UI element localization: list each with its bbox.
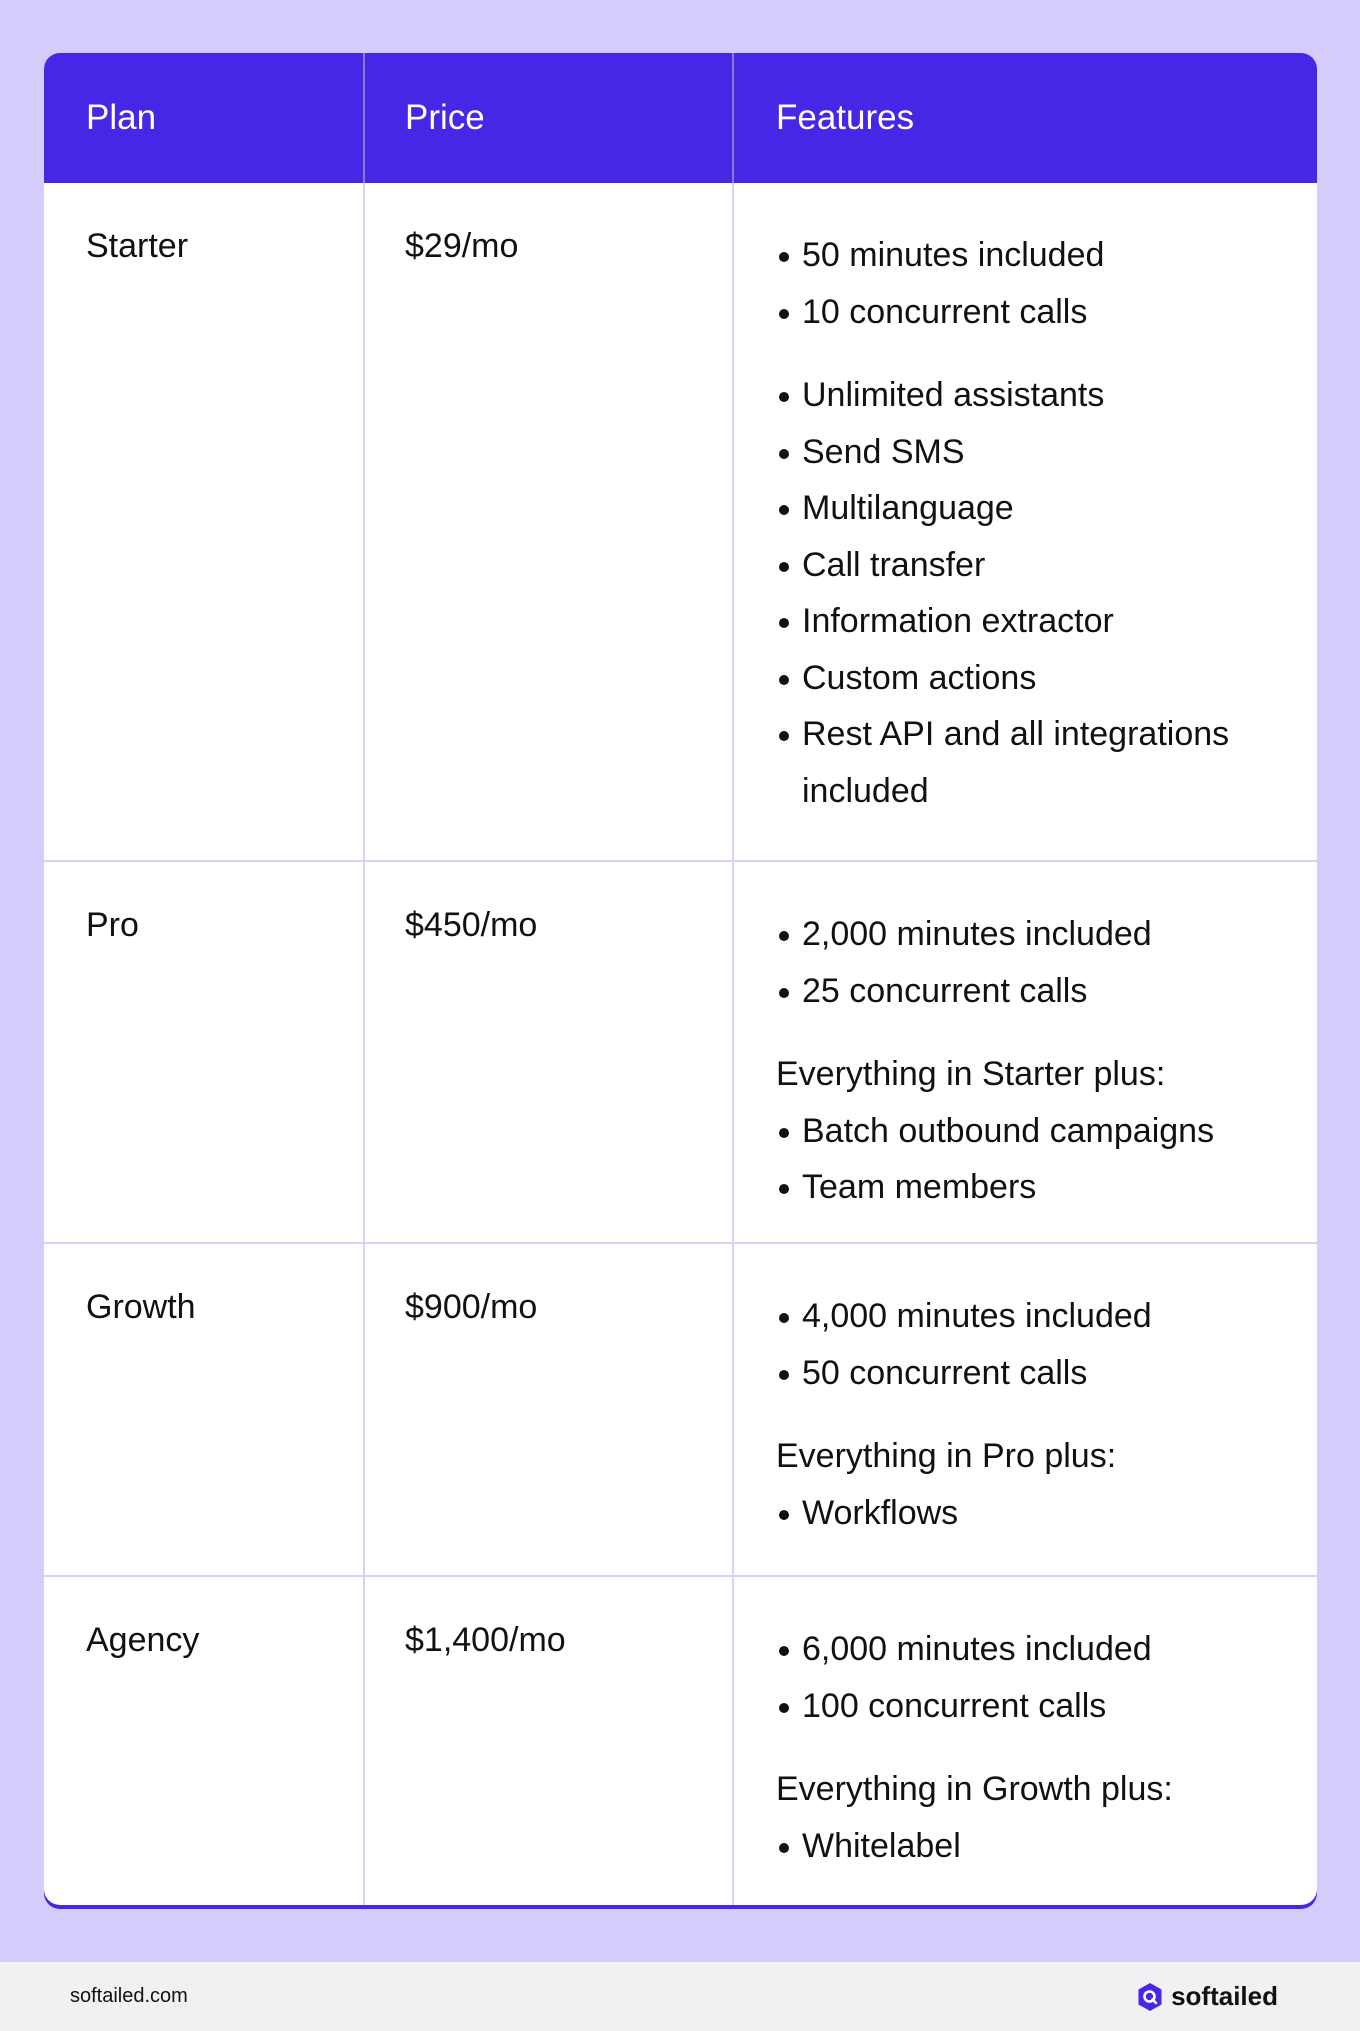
plan-name: Starter (44, 183, 365, 860)
table-row-starter (44, 183, 1317, 862)
feature-item: 50 minutes included (776, 227, 1317, 284)
extra-features-list (776, 1818, 1317, 1875)
plan-name: Pro (44, 862, 365, 1242)
header-plan: Plan (44, 53, 365, 183)
brand-logo (1137, 1981, 1278, 2012)
footer-bar (0, 1962, 1360, 2031)
header-features: Features (776, 98, 915, 137)
softailed-logo-icon (1137, 1982, 1163, 2012)
feature-item: Information extractor (776, 593, 1317, 650)
feature-item: 100 concurrent calls (776, 1678, 1317, 1735)
brand-name: softailed (1171, 1981, 1278, 2011)
plan-name: Agency (44, 1577, 365, 1905)
feature-item: Call transfer (776, 537, 1317, 594)
feature-item: Send SMS (776, 424, 1317, 481)
feature-item: Workflows (776, 1485, 1317, 1542)
base-features-list (776, 906, 1317, 1019)
feature-item: 25 concurrent calls (776, 963, 1317, 1020)
base-features-list (776, 227, 1317, 340)
feature-item: 2,000 minutes included (776, 906, 1317, 963)
table-header-row (44, 53, 1317, 183)
feature-item: Custom actions (776, 650, 1317, 707)
table-row-agency (44, 1577, 1317, 1905)
plan-price: $450/mo (365, 862, 734, 1242)
base-features-list (776, 1288, 1317, 1401)
plan-features (734, 862, 1317, 1242)
feature-item: 4,000 minutes included (776, 1288, 1317, 1345)
feature-item: Team members (776, 1159, 1317, 1216)
pricing-table (44, 53, 1317, 1905)
plan-features (734, 1577, 1317, 1905)
plan-price: $900/mo (365, 1244, 734, 1575)
extra-features-list (776, 1103, 1317, 1216)
feature-item: Multilanguage (776, 480, 1317, 537)
feature-item: 10 concurrent calls (776, 284, 1317, 341)
includes-label: Everything in Growth plus: (776, 1770, 1173, 1808)
header-price: Price (365, 53, 734, 183)
base-features-list (776, 1621, 1317, 1734)
extra-features-list (776, 367, 1317, 819)
plan-price: $1,400/mo (365, 1577, 734, 1905)
feature-item: Whitelabel (776, 1818, 1317, 1875)
footer-url: softailed.com (70, 1985, 188, 2007)
plan-features (734, 183, 1317, 860)
feature-item: Rest API and all integrations included (776, 706, 1232, 819)
feature-item: Batch outbound campaigns (776, 1103, 1317, 1160)
table-row-growth (44, 1244, 1317, 1577)
includes-label: Everything in Pro plus: (776, 1437, 1117, 1475)
extra-features-list (776, 1485, 1317, 1542)
table-row-pro (44, 862, 1317, 1244)
feature-item: Unlimited assistants (776, 367, 1317, 424)
plan-price: $29/mo (365, 183, 734, 860)
feature-item: 6,000 minutes included (776, 1621, 1317, 1678)
feature-item: 50 concurrent calls (776, 1345, 1317, 1402)
includes-label: Everything in Starter plus: (776, 1055, 1166, 1093)
plan-features (734, 1244, 1317, 1575)
plan-name: Growth (44, 1244, 365, 1575)
